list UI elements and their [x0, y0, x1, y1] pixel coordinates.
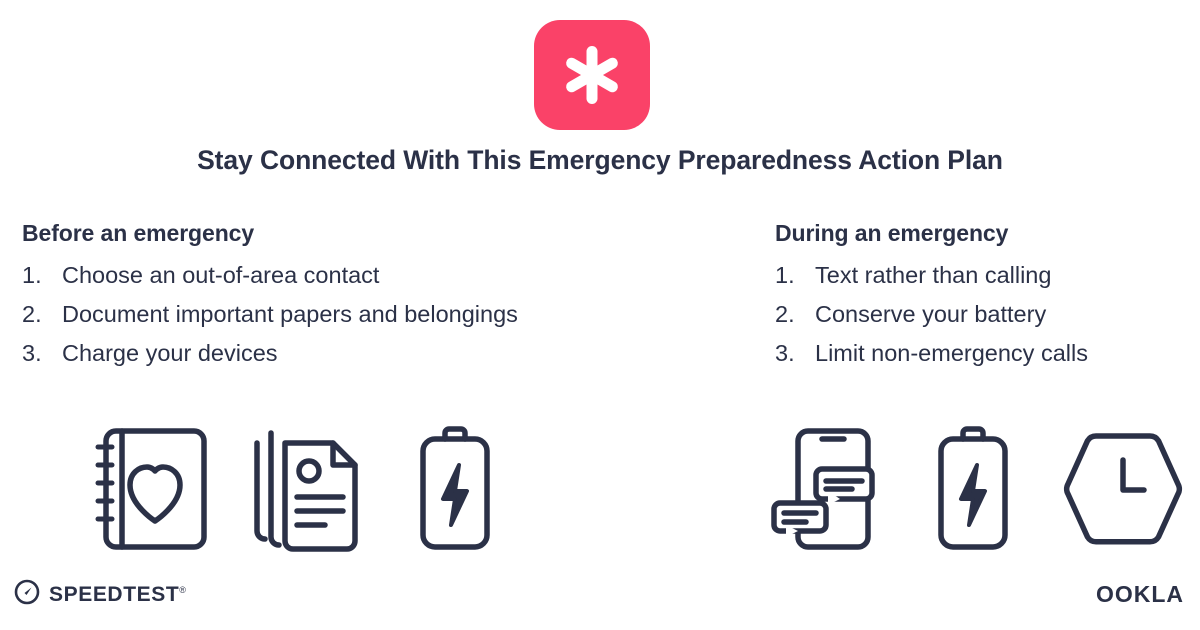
list-item: Document important papers and belongings: [62, 301, 518, 327]
stacked-documents-icon: [247, 425, 363, 553]
icon-slot: [380, 424, 530, 554]
speedtest-gauge-icon: [14, 579, 40, 610]
icon-row-before-emergency: [80, 424, 530, 554]
speedtest-wordmark: SPEEDTEST®: [49, 582, 186, 606]
speedtest-brand-footer: [14, 579, 186, 610]
list-item: Text rather than calling: [815, 262, 1052, 288]
page-title: Stay Connected With This Emergency Preparedness Action Plan: [197, 145, 1003, 175]
speedtest-asterisk-icon: [561, 44, 623, 106]
speedtest-trademark: ®: [179, 584, 186, 595]
speedtest-app-mark: [534, 20, 650, 130]
ookla-wordmark-icon: OOKLA: [1095, 581, 1184, 607]
icon-row-during-emergency: [748, 424, 1198, 554]
battery-charging-icon: [417, 425, 493, 553]
icon-slot: [230, 424, 380, 554]
column-during-emergency: [775, 220, 1195, 373]
list-item: Limit non-emergency calls: [815, 340, 1088, 366]
column-before-emergency: [22, 220, 742, 373]
list-item: Choose an out-of-area contact: [62, 262, 380, 288]
hexagon-clock-icon: [1062, 430, 1184, 548]
phone-message-icon: [764, 425, 882, 553]
list-item: Charge your devices: [62, 340, 278, 366]
icon-slot: [80, 424, 230, 554]
icon-slot: [898, 424, 1048, 554]
list-during-emergency: [775, 256, 1195, 373]
ookla-brand-footer: [1096, 581, 1184, 608]
list-before-emergency: [22, 256, 742, 373]
battery-charging-icon: [935, 425, 1011, 553]
icon-slot: [1048, 424, 1198, 554]
column-heading: During an emergency: [775, 220, 1009, 246]
icon-slot: [748, 424, 898, 554]
column-heading: Before an emergency: [22, 220, 255, 246]
list-item: Conserve your battery: [815, 301, 1047, 327]
notebook-heart-icon: [94, 425, 216, 553]
